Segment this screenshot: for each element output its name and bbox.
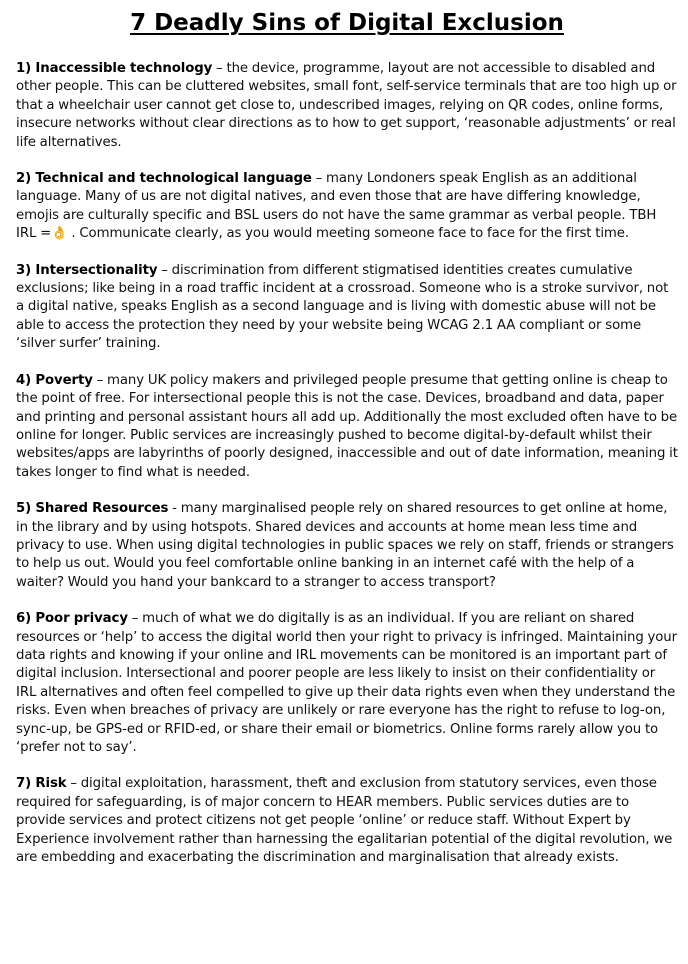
- sin-heading: 4) Poverty: [16, 372, 93, 388]
- sin-heading: 6) Poor privacy: [16, 611, 128, 627]
- sin-shared-resources: [16, 500, 678, 592]
- sin-body: – much of what we do digitally is as an individual. If you are reliant on shared resources or ‘help’ to access the digital world then your right to privacy is infringed. Maintaining your data rights and knowing if your online and IRL movements can be monitored is an important part of digital inclusion. Intersectional and poorer people are less likely to insist on their confidentiality or IRL alternatives and often feel compelled to give up their data rights even when they understand the risks. Even when breaches of privacy are unlikely or rare everyone has the right to refuse to log-on, sync-up, be GPS-ed or RFID-ed, or share their email or biometrics. Online forms rarely allow you to ‘prefer not to say’.: [16, 611, 678, 755]
- sin-body: - many marginalised people rely on shared resources to get online at home, in the library and by using hotspots. Shared devices and accounts at home mean less time and privacy to use. When using digital technologies in public spaces we rely on staff, friends or strangers to help us out. Would you feel comfortable online banking in an internet café with the help of a waiter? Would you hand your bankcard to a stranger to access transport?: [16, 501, 674, 590]
- sin-heading: 7) Risk: [16, 776, 67, 792]
- sin-inaccessible-technology: [16, 60, 678, 152]
- sin-body: – digital exploitation, harassment, theft and exclusion from statutory services, even those required for safeguarding, is of major concern to HEAR members. Public services duties are to provide services and protect citizens not get people ‘online’ or reduce staff. Without Expert by Experience involvement rather than harnessing the egalitarian potential of the digital revolution, we are embedding and exacerbating the discrimination and marginalisation that already exists.: [16, 776, 673, 866]
- sin-poor-privacy: [16, 610, 678, 757]
- sin-technical-language: [16, 170, 678, 244]
- sin-risk: [16, 775, 678, 867]
- sin-body: – many UK policy makers and privileged people presume that getting online is cheap to the point of free. For intersectional people this is not the case. Devices, broadband and data, paper and printing and personal assistant hours all add up. Additionally the most excluded often have to be online for longer. Public services are increasingly pushed to become digital-by-default whilst their websites/apps are labyrinths of poorly designed, inaccessible and out of date information, meaning it takes longer to find what is needed.: [16, 372, 678, 480]
- document-title: 7 Deadly Sins of Digital Exclusion: [130, 10, 564, 36]
- sin-intersectionality: [16, 262, 678, 354]
- sin-body: – discrimination from different stigmatised identities creates cumulative exclusions; like being in a road traffic incident at a crossroad. Someone who is a stroke survivor, not a digital native, speaks English as a second language and is living with domestic abuse will not be able to access the protection they need by your website being WCAG 2.1 AA compliant or some ‘silver surfer’ training.: [16, 262, 669, 352]
- sin-body: – the device, programme, layout are not accessible to disabled and other people. This can be cluttered websites, small font, self-service terminals that are too high up or that a wheelchair user cannot get close to, undescribed images, relying on QR codes, online forms, insecure networks without clear directions as to how to get support, ‘reasonable adjustments’ or real life alternatives.: [16, 61, 677, 150]
- sin-heading: 3) Intersectionality: [16, 262, 158, 278]
- sin-body: – many Londoners speak English as an additional language. Many of us are not digital natives, and even those that are have differing knowledge, emojis are culturally specific and BSL users do not have the same grammar as verbal people. TBH IRL =👌 . Communicate clearly, as you would meeting someone face to face for the first time.: [16, 171, 657, 242]
- sin-heading: 5) Shared Resources: [16, 501, 169, 517]
- sin-heading: 1) Inaccessible technology: [16, 61, 213, 76]
- sin-heading: 2) Technical and technological language: [16, 171, 312, 187]
- sin-poverty: [16, 372, 678, 482]
